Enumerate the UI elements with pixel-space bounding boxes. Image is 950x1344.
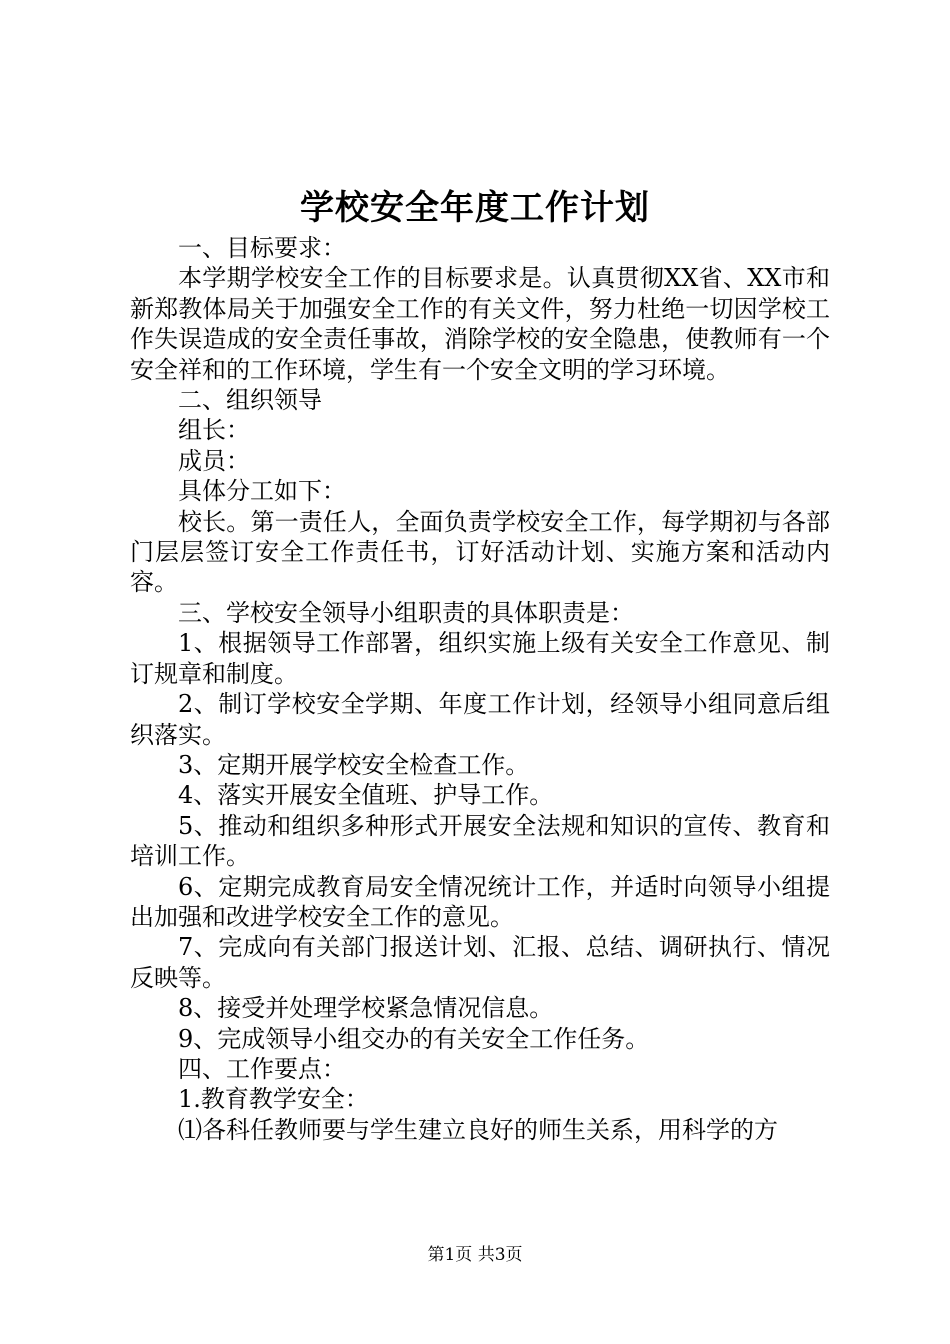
body-paragraph: 成员： — [178, 446, 250, 475]
list-item: 4、落实开展安全值班、护导工作。 — [178, 781, 554, 810]
section-heading: 四、工作要点： — [178, 1054, 346, 1083]
body-paragraph: 组长： — [178, 416, 250, 445]
list-item: 8、接受并处理学校紧急情况信息。 — [178, 994, 554, 1023]
list-item: 9、完成领导小组交办的有关安全工作任务。 — [178, 1024, 650, 1053]
body-paragraph: 具体分工如下： — [178, 477, 346, 506]
section-heading: 三、学校安全领导小组职责的具体职责是： — [178, 598, 634, 627]
page-footer: 第1页 共3页 — [427, 1245, 523, 1265]
section-heading: 一、目标要求： — [178, 234, 346, 262]
list-item: 1、根据领导工作部署，组织实施上级有关安全工作意见、制订规章和制度。 — [130, 629, 830, 688]
body-paragraph: ⑴各科任教师要与学生建立良好的师生关系，用科学的方 — [178, 1115, 778, 1144]
document-title: 学校安全年度工作计划 — [300, 188, 650, 228]
document-body — [130, 233, 830, 1145]
list-item: 3、定期开展学校安全检查工作。 — [178, 750, 530, 779]
list-item: 7、完成向有关部门报送计划、汇报、总结、调研执行、情况反映等。 — [130, 933, 830, 992]
subsection-heading: 1.教育教学安全： — [178, 1085, 369, 1114]
body-paragraph: 校长。第一责任人，全面负责学校安全工作，每学期初与各部门层层签订安全工作责任书，订好活动计划、实施方案和活动内容。 — [130, 507, 830, 597]
list-item: 5、推动和组织多种形式开展安全法规和知识的宣传、教育和培训工作。 — [130, 811, 830, 871]
body-paragraph: 本学期学校安全工作的目标要求是。认真贯彻XX省、XX市和新郑教体局关于加强安全工作的有关文件，努力杜绝一切因学校工作失误造成的安全责任事故，消除学校的安全隐患，使教师有一个安全祥和的工作环境，学生有一个安全文明的学习环境。 — [130, 264, 830, 384]
list-item: 2、制订学校安全学期、年度工作计划，经领导小组同意后组织落实。 — [130, 690, 830, 749]
section-heading: 二、组织领导 — [178, 386, 322, 415]
list-item: 6、定期完成教育局安全情况统计工作，并适时向领导小组提出加强和改进学校安全工作的意见。 — [130, 872, 830, 931]
